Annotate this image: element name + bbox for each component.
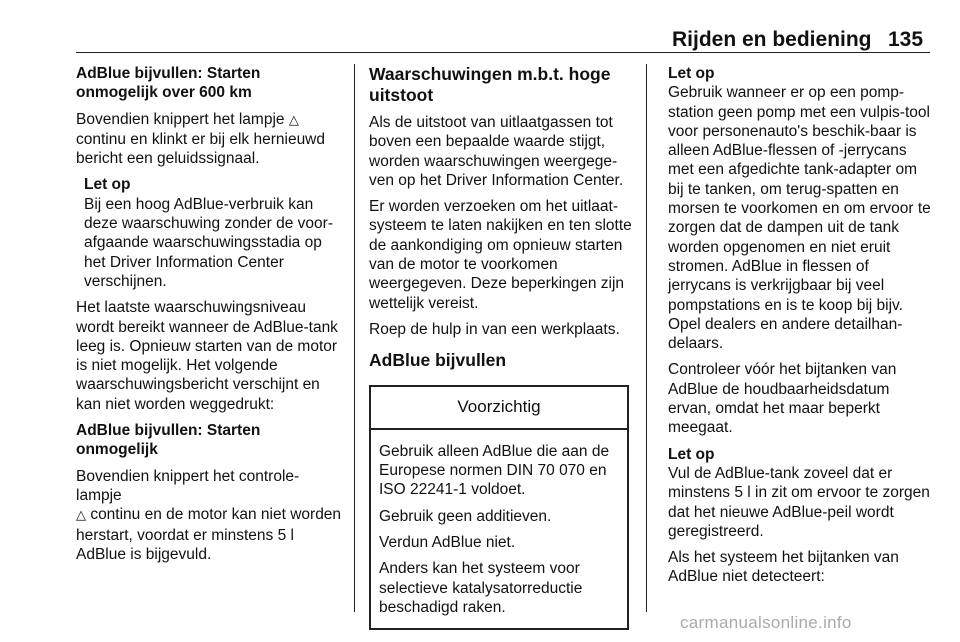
caution-title: Voorzichtig: [371, 387, 627, 430]
column-divider-1: [354, 64, 355, 612]
caution-item: Anders kan het systeem voor selectieve katalysatorreductie beschadigd raken.: [379, 560, 583, 616]
note-label: Let op: [668, 445, 715, 463]
note-text: Vul de AdBlue-tank zoveel dat er minstens 5 l in zit om ervoor te zorgen dat het nieuwe AdBlue-peil wordt geregistreerd.: [668, 464, 930, 540]
note-text: Bij een hoog AdBlue-verbruik kan deze waarschuwing zonder de voor-afgaande waarschuwingsstadia op het Driver Information Center verschijnen.: [84, 195, 333, 290]
warning-lamp-icon: △: [76, 508, 86, 524]
header-rule: [76, 52, 930, 53]
note-text: Gebruik wanneer er op een pomp-station geen pomp met een vulpis-tool voor personenauto's beschik-baar is alleen AdBlue-flessen of -jerrycans met een afgedichte tank-adapter om bij te tanken, om terug-spatten en morsen te voorkomen en om ervoor te zorgen dat de dampen uit de tank worden opgenomen en niet eruit stromen. AdBlue in flessen of jerrycans is verkrijgbaar bij veel pompstations en is te koop bij bijv. Opel dealers en andere detailhan-delaars.: [668, 84, 931, 353]
column-divider-2: [646, 64, 647, 612]
note-block: [76, 175, 344, 291]
subheading-start-impossible: AdBlue bijvullen: Starten onmogelijk: [76, 422, 261, 459]
column-3: [668, 64, 934, 594]
page-number: 135: [888, 28, 924, 51]
watermark: carmanualsonline.info: [680, 613, 852, 632]
page-header: [0, 0, 960, 56]
section-heading-emissions: Waarschuwingen m.b.t. hoge uitstoot: [369, 64, 611, 105]
column-2: [369, 64, 635, 630]
paragraph-emissions: Als de uitstoot van uitlaatgassen tot boven een bepaalde waarde stijgt, worden waarschuwingen weergege-ven op het Driver Information Center.: [369, 114, 624, 189]
caution-item: Verdun AdBlue niet.: [379, 534, 516, 552]
paragraph-text: continu en klinkt er bij elk hernieuwd bericht een geluidssignaal.: [76, 130, 325, 168]
note-label: Let op: [84, 176, 131, 194]
paragraph-not-detected: Als het systeem het bijtanken van AdBlue niet detecteert:: [668, 549, 899, 586]
paragraph-expiry-date: Controleer vóór het bijtanken van AdBlue de houdbaarheidsdatum ervan, omdat het maar beperkt meegaat.: [668, 361, 897, 437]
caution-item: Gebruik alleen AdBlue die aan de Europese normen DIN 70 070 en ISO 22241-1 voldoet.: [379, 442, 610, 499]
paragraph-text: continu en de motor kan niet worden herstart, voordat er minstens 5 l AdBlue is bijgevuld.: [76, 506, 342, 563]
subheading-start-impossible-600km: AdBlue bijvullen: Starten onmogelijk over 600 km: [76, 65, 261, 102]
paragraph-lamp-flashing: [76, 110, 344, 169]
paragraph-text: Bovendien knippert het controle-lampje: [76, 467, 300, 504]
paragraph-final-warning: Het laatste waarschuwingsniveau wordt bereikt wanneer de AdBlue-tank leeg is. Opnieuw starten van de motor is niet mogelijk. Het volgende waarschuwingsbericht verschijnt en kan niet worden weggedrukt:: [76, 299, 338, 413]
paragraph-exhaust-check: Er worden verzoeken om het uitlaat-systeem te laten nakijken en ten slotte de aankondiging om opnieuw starten van de motor te voorkomen weergegeven. Deze beperkingen zijn wettelijk vereist.: [369, 198, 632, 312]
caution-box: [369, 385, 629, 631]
caution-body: [371, 430, 627, 628]
section-heading-adblue-refill: AdBlue bijvullen: [369, 350, 507, 371]
paragraph-call-workshop: Roep de hulp in van een werkplaats.: [369, 320, 620, 338]
paragraph-refill: [76, 467, 344, 564]
column-1: [76, 64, 344, 571]
caution-item: Gebruik geen additieven.: [379, 507, 552, 525]
note-label: Let op: [668, 65, 715, 82]
header-title: Rijden en bediening: [672, 28, 872, 51]
paragraph-text: Bovendien knippert het lampje: [76, 110, 285, 128]
warning-lamp-icon: △: [288, 112, 299, 128]
